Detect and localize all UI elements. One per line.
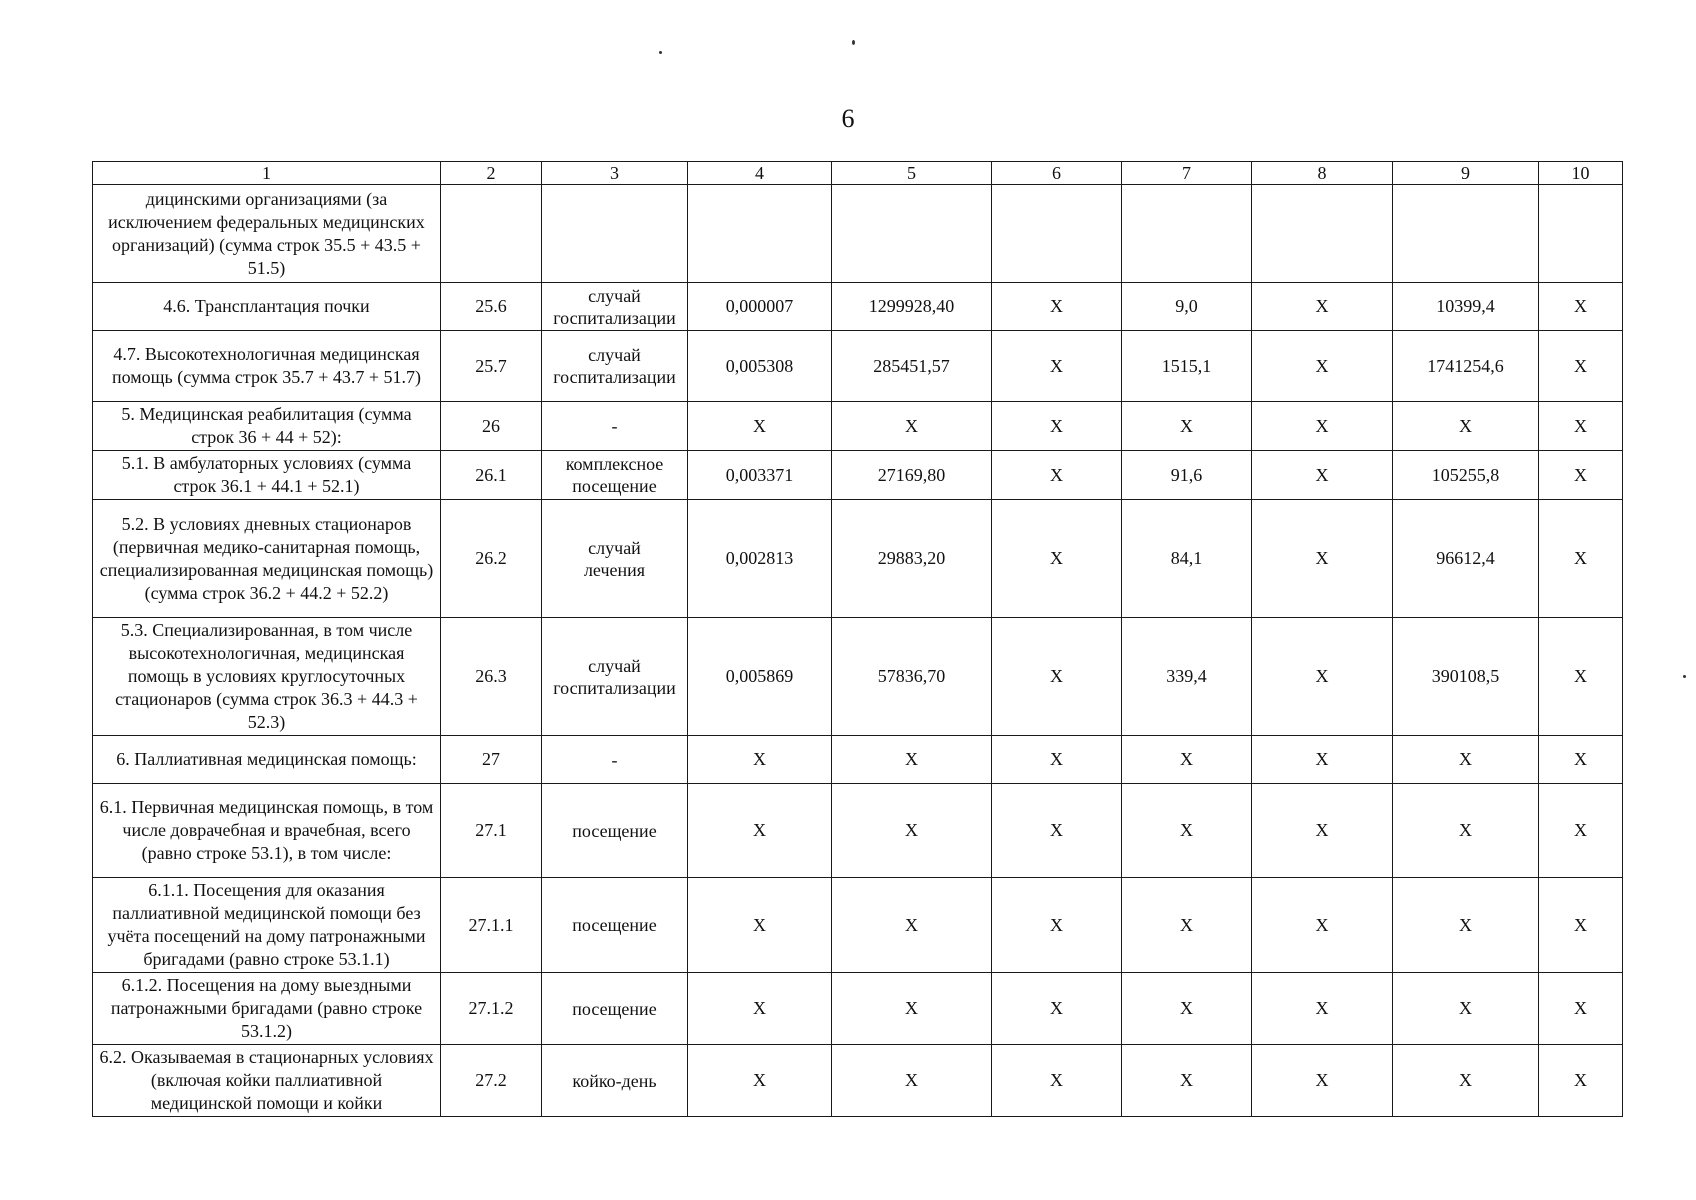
value-cell: X xyxy=(992,736,1122,784)
line-code: 27.1 xyxy=(441,784,542,878)
value-cell: X xyxy=(1539,500,1623,618)
row-name: 4.7. Высокотехнологичная медицинская помощь (сумма строк 35.7 + 43.7 + 51.7) xyxy=(93,331,441,402)
value-cell: X xyxy=(1252,736,1393,784)
value-cell: X xyxy=(1539,402,1623,451)
scan-speck xyxy=(1683,675,1686,678)
table-row xyxy=(93,784,1623,878)
row-name: 5.2. В условиях дневных стационаров (первичная медико-санитарная помощь, специализированная медицинская помощь) (сумма строк 36.2 + 44.2 + 52.2) xyxy=(93,500,441,618)
value-cell xyxy=(1393,185,1539,283)
unit-cell: случай госпитализации xyxy=(542,283,688,331)
value-cell: X xyxy=(688,878,832,973)
value-cell: 0,005869 xyxy=(688,618,832,736)
table-header xyxy=(93,162,1623,185)
scan-speck xyxy=(852,40,855,45)
header-row xyxy=(93,162,1623,185)
value-cell: 285451,57 xyxy=(832,331,992,402)
value-cell: X xyxy=(688,736,832,784)
value-cell: X xyxy=(688,973,832,1045)
value-cell: 1741254,6 xyxy=(1393,331,1539,402)
value-cell: 0,005308 xyxy=(688,331,832,402)
row-name: 6.2. Оказываемая в стационарных условиях (включая койки паллиативной медицинской помощи и койки xyxy=(93,1045,441,1117)
value-cell: X xyxy=(1252,878,1393,973)
column-header: 1 xyxy=(93,162,441,185)
value-cell: X xyxy=(1539,878,1623,973)
unit-cell: посещение xyxy=(542,973,688,1045)
column-header: 3 xyxy=(542,162,688,185)
value-cell: X xyxy=(1393,736,1539,784)
table-row xyxy=(93,736,1623,784)
row-name: 6.1. Первичная медицинская помощь, в том числе доврачебная и врачебная, всего (равно строке 53.1), в том числе: xyxy=(93,784,441,878)
value-cell: 0,003371 xyxy=(688,451,832,500)
value-cell: X xyxy=(1122,402,1252,451)
value-cell: X xyxy=(1252,283,1393,331)
row-name: 5. Медицинская реабилитация (сумма строк 36 + 44 + 52): xyxy=(93,402,441,451)
line-code: 25.6 xyxy=(441,283,542,331)
line-code xyxy=(441,185,542,283)
line-code: 26 xyxy=(441,402,542,451)
column-header: 7 xyxy=(1122,162,1252,185)
row-name: 6.1.2. Посещения на дому выездными патронажными бригадами (равно строке 53.1.2) xyxy=(93,973,441,1045)
unit-cell: посещение xyxy=(542,784,688,878)
value-cell: X xyxy=(1393,784,1539,878)
value-cell: 57836,70 xyxy=(832,618,992,736)
value-cell xyxy=(1539,185,1623,283)
table-row xyxy=(93,331,1623,402)
value-cell: X xyxy=(1539,283,1623,331)
column-header: 4 xyxy=(688,162,832,185)
page-number: 6 xyxy=(841,104,855,133)
row-name: 5.1. В амбулаторных условиях (сумма строк 36.1 + 44.1 + 52.1) xyxy=(93,451,441,500)
scan-speck xyxy=(659,51,662,54)
line-code: 26.2 xyxy=(441,500,542,618)
line-code: 26.3 xyxy=(441,618,542,736)
unit-cell: случай лечения xyxy=(542,500,688,618)
value-cell: X xyxy=(992,451,1122,500)
data-table xyxy=(92,161,1623,1117)
value-cell: X xyxy=(832,878,992,973)
value-cell: X xyxy=(992,878,1122,973)
value-cell: 9,0 xyxy=(1122,283,1252,331)
value-cell: 29883,20 xyxy=(832,500,992,618)
value-cell: X xyxy=(992,500,1122,618)
value-cell: X xyxy=(1122,1045,1252,1117)
column-header: 6 xyxy=(992,162,1122,185)
unit-cell: - xyxy=(542,402,688,451)
value-cell: X xyxy=(1539,784,1623,878)
value-cell: 10399,4 xyxy=(1393,283,1539,331)
value-cell: X xyxy=(1539,451,1623,500)
row-name: дицинскими организациями (за исключением федеральных медицинских организаций) (сумма строк 35.5 + 43.5 + 51.5) xyxy=(93,185,441,283)
value-cell: X xyxy=(992,402,1122,451)
value-cell: 84,1 xyxy=(1122,500,1252,618)
table-row xyxy=(93,185,1623,283)
value-cell: 105255,8 xyxy=(1393,451,1539,500)
value-cell: X xyxy=(992,784,1122,878)
column-header: 9 xyxy=(1393,162,1539,185)
table-row xyxy=(93,1045,1623,1117)
value-cell: X xyxy=(688,784,832,878)
table-row xyxy=(93,500,1623,618)
value-cell: X xyxy=(1252,618,1393,736)
value-cell: 390108,5 xyxy=(1393,618,1539,736)
value-cell: X xyxy=(1539,1045,1623,1117)
table-row xyxy=(93,973,1623,1045)
unit-cell: посещение xyxy=(542,878,688,973)
unit-cell: случай госпитализации xyxy=(542,331,688,402)
value-cell: 1299928,40 xyxy=(832,283,992,331)
value-cell: X xyxy=(1252,1045,1393,1117)
line-code: 27.1.2 xyxy=(441,973,542,1045)
unit-cell: случай госпитализации xyxy=(542,618,688,736)
value-cell: 339,4 xyxy=(1122,618,1252,736)
table-row xyxy=(93,402,1623,451)
value-cell: X xyxy=(832,784,992,878)
value-cell: X xyxy=(1539,736,1623,784)
line-code: 26.1 xyxy=(441,451,542,500)
value-cell: X xyxy=(1393,878,1539,973)
value-cell: X xyxy=(832,402,992,451)
value-cell xyxy=(1252,185,1393,283)
value-cell: X xyxy=(1122,784,1252,878)
line-code: 25.7 xyxy=(441,331,542,402)
unit-cell xyxy=(542,185,688,283)
value-cell: X xyxy=(1539,618,1623,736)
value-cell: X xyxy=(688,402,832,451)
table-row xyxy=(93,618,1623,736)
table-row xyxy=(93,283,1623,331)
row-name: 6.1.1. Посещения для оказания паллиативной медицинской помощи без учёта посещений на дому патронажными бригадами (равно строке 53.1.1) xyxy=(93,878,441,973)
value-cell: X xyxy=(1539,331,1623,402)
value-cell: X xyxy=(1393,1045,1539,1117)
value-cell: 96612,4 xyxy=(1393,500,1539,618)
value-cell: X xyxy=(1252,973,1393,1045)
column-header: 8 xyxy=(1252,162,1393,185)
value-cell: X xyxy=(832,1045,992,1117)
value-cell: X xyxy=(1122,736,1252,784)
value-cell: X xyxy=(1252,402,1393,451)
value-cell: X xyxy=(992,331,1122,402)
value-cell: X xyxy=(1122,878,1252,973)
value-cell: 0,000007 xyxy=(688,283,832,331)
column-header: 5 xyxy=(832,162,992,185)
value-cell: X xyxy=(992,283,1122,331)
column-header: 10 xyxy=(1539,162,1623,185)
table-body xyxy=(93,185,1623,1117)
line-code: 27.2 xyxy=(441,1045,542,1117)
value-cell: 1515,1 xyxy=(1122,331,1252,402)
value-cell xyxy=(1122,185,1252,283)
value-cell: X xyxy=(1252,784,1393,878)
row-name: 4.6. Трансплантация почки xyxy=(93,283,441,331)
value-cell: X xyxy=(992,618,1122,736)
value-cell: X xyxy=(1122,973,1252,1045)
line-code: 27 xyxy=(441,736,542,784)
value-cell: 91,6 xyxy=(1122,451,1252,500)
row-name: 5.3. Специализированная, в том числе высокотехнологичная, медицинская помощь в условиях круглосуточных стационаров (сумма строк 36.3 + 44.3 + 52.3) xyxy=(93,618,441,736)
value-cell: X xyxy=(1539,973,1623,1045)
value-cell: X xyxy=(992,973,1122,1045)
value-cell: X xyxy=(832,736,992,784)
value-cell: 27169,80 xyxy=(832,451,992,500)
column-header: 2 xyxy=(441,162,542,185)
table-row xyxy=(93,451,1623,500)
value-cell: X xyxy=(832,973,992,1045)
value-cell: X xyxy=(1393,402,1539,451)
value-cell xyxy=(992,185,1122,283)
table-row xyxy=(93,878,1623,973)
value-cell: X xyxy=(1252,451,1393,500)
value-cell: X xyxy=(1393,973,1539,1045)
value-cell: X xyxy=(688,1045,832,1117)
unit-cell: - xyxy=(542,736,688,784)
value-cell: 0,002813 xyxy=(688,500,832,618)
unit-cell: койко-день xyxy=(542,1045,688,1117)
row-name: 6. Паллиативная медицинская помощь: xyxy=(93,736,441,784)
unit-cell: комплексное посещение xyxy=(542,451,688,500)
value-cell xyxy=(688,185,832,283)
value-cell xyxy=(832,185,992,283)
value-cell: X xyxy=(1252,500,1393,618)
line-code: 27.1.1 xyxy=(441,878,542,973)
value-cell: X xyxy=(1252,331,1393,402)
value-cell: X xyxy=(992,1045,1122,1117)
